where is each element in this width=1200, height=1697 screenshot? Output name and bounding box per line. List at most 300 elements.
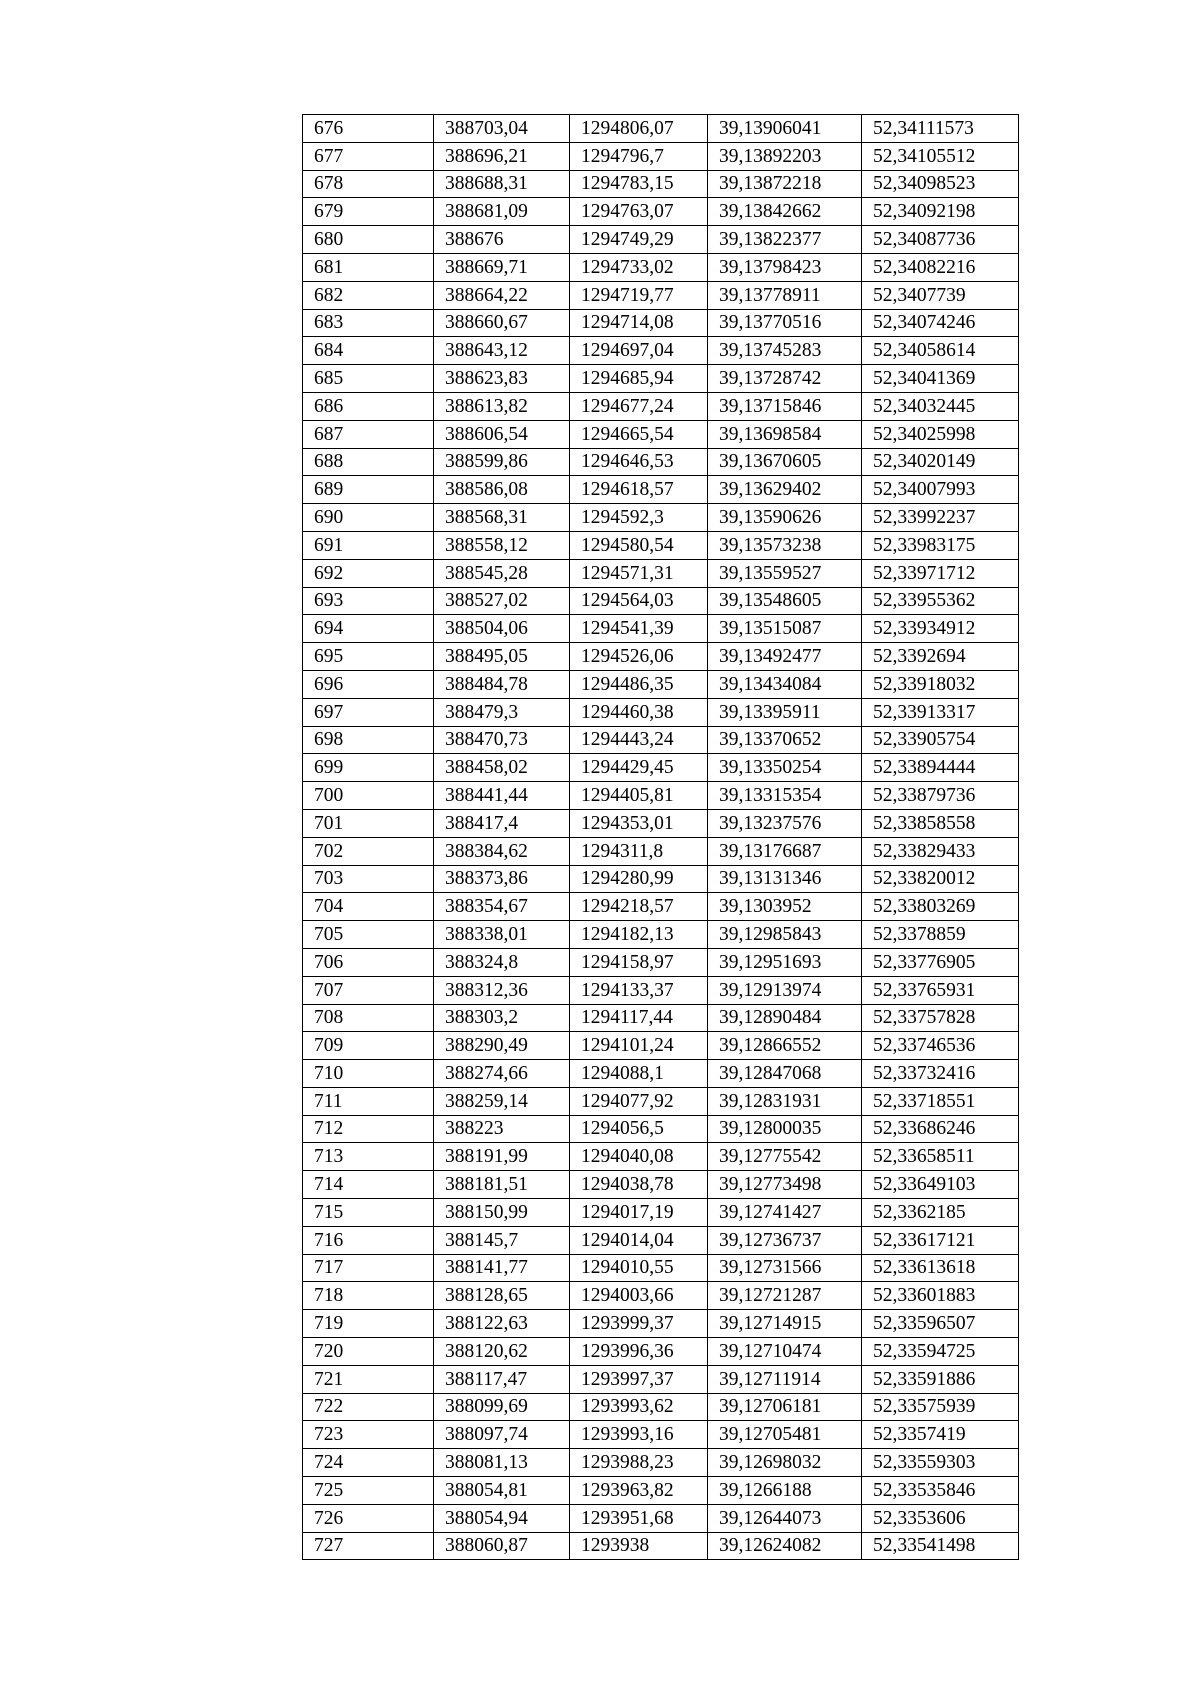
table-row <box>303 615 1019 643</box>
point-number-cell: 678 <box>303 170 434 198</box>
y-coordinate-cell: 1294040,08 <box>570 1143 708 1171</box>
longitude-cell: 39,12710474 <box>708 1338 862 1366</box>
x-coordinate-cell: 388458,02 <box>434 754 570 782</box>
longitude-cell: 39,12624082 <box>708 1532 862 1560</box>
point-number-cell: 676 <box>303 115 434 143</box>
x-coordinate-cell: 388223 <box>434 1115 570 1143</box>
x-coordinate-cell: 388117,47 <box>434 1365 570 1393</box>
table-row <box>303 1338 1019 1366</box>
longitude-cell: 39,1266188 <box>708 1477 862 1505</box>
longitude-cell: 39,13176687 <box>708 837 862 865</box>
longitude-cell: 39,12951693 <box>708 948 862 976</box>
table-row <box>303 1060 1019 1088</box>
table-row <box>303 1282 1019 1310</box>
latitude-cell: 52,33649103 <box>862 1171 1019 1199</box>
x-coordinate-cell: 388568,31 <box>434 504 570 532</box>
latitude-cell: 52,33934912 <box>862 615 1019 643</box>
y-coordinate-cell: 1294117,44 <box>570 1004 708 1032</box>
table-row <box>303 1115 1019 1143</box>
y-coordinate-cell: 1294697,04 <box>570 337 708 365</box>
longitude-cell: 39,12866552 <box>708 1032 862 1060</box>
table-row <box>303 531 1019 559</box>
point-number-cell: 701 <box>303 809 434 837</box>
longitude-cell: 39,12711914 <box>708 1365 862 1393</box>
x-coordinate-cell: 388495,05 <box>434 643 570 671</box>
point-number-cell: 706 <box>303 948 434 976</box>
x-coordinate-cell: 388558,12 <box>434 531 570 559</box>
latitude-cell: 52,33718551 <box>862 1087 1019 1115</box>
x-coordinate-cell: 388128,65 <box>434 1282 570 1310</box>
x-coordinate-cell: 388290,49 <box>434 1032 570 1060</box>
table-row <box>303 170 1019 198</box>
longitude-cell: 39,13906041 <box>708 115 862 143</box>
y-coordinate-cell: 1293996,36 <box>570 1338 708 1366</box>
x-coordinate-cell: 388681,09 <box>434 198 570 226</box>
point-number-cell: 714 <box>303 1171 434 1199</box>
y-coordinate-cell: 1294017,19 <box>570 1199 708 1227</box>
point-number-cell: 689 <box>303 476 434 504</box>
point-number-cell: 723 <box>303 1421 434 1449</box>
y-coordinate-cell: 1294353,01 <box>570 809 708 837</box>
point-number-cell: 709 <box>303 1032 434 1060</box>
latitude-cell: 52,34074246 <box>862 309 1019 337</box>
table-row <box>303 893 1019 921</box>
table-row <box>303 420 1019 448</box>
table-row <box>303 643 1019 671</box>
y-coordinate-cell: 1294218,57 <box>570 893 708 921</box>
y-coordinate-cell: 1294806,07 <box>570 115 708 143</box>
y-coordinate-cell: 1294592,3 <box>570 504 708 532</box>
x-coordinate-cell: 388259,14 <box>434 1087 570 1115</box>
x-coordinate-cell: 388141,77 <box>434 1254 570 1282</box>
y-coordinate-cell: 1294749,29 <box>570 226 708 254</box>
table-row <box>303 281 1019 309</box>
x-coordinate-cell: 388703,04 <box>434 115 570 143</box>
y-coordinate-cell: 1293951,68 <box>570 1504 708 1532</box>
x-coordinate-cell: 388643,12 <box>434 337 570 365</box>
x-coordinate-cell: 388696,21 <box>434 142 570 170</box>
y-coordinate-cell: 1294014,04 <box>570 1226 708 1254</box>
point-number-cell: 681 <box>303 253 434 281</box>
x-coordinate-cell: 388527,02 <box>434 587 570 615</box>
point-number-cell: 694 <box>303 615 434 643</box>
table-row <box>303 1310 1019 1338</box>
table-row <box>303 837 1019 865</box>
y-coordinate-cell: 1294158,97 <box>570 948 708 976</box>
latitude-cell: 52,3362185 <box>862 1199 1019 1227</box>
latitude-cell: 52,33879736 <box>862 782 1019 810</box>
x-coordinate-cell: 388120,62 <box>434 1338 570 1366</box>
table-row <box>303 1449 1019 1477</box>
y-coordinate-cell: 1294783,15 <box>570 170 708 198</box>
x-coordinate-cell: 388586,08 <box>434 476 570 504</box>
latitude-cell: 52,33905754 <box>862 726 1019 754</box>
longitude-cell: 39,12714915 <box>708 1310 862 1338</box>
point-number-cell: 725 <box>303 1477 434 1505</box>
longitude-cell: 39,13798423 <box>708 253 862 281</box>
latitude-cell: 52,33732416 <box>862 1060 1019 1088</box>
x-coordinate-cell: 388303,2 <box>434 1004 570 1032</box>
y-coordinate-cell: 1294677,24 <box>570 392 708 420</box>
latitude-cell: 52,33658511 <box>862 1143 1019 1171</box>
latitude-cell: 52,34007993 <box>862 476 1019 504</box>
table-row <box>303 142 1019 170</box>
table-row <box>303 337 1019 365</box>
longitude-cell: 39,13745283 <box>708 337 862 365</box>
y-coordinate-cell: 1294719,77 <box>570 281 708 309</box>
longitude-cell: 39,1303952 <box>708 893 862 921</box>
longitude-cell: 39,12913974 <box>708 976 862 1004</box>
table-row <box>303 1226 1019 1254</box>
longitude-cell: 39,13892203 <box>708 142 862 170</box>
latitude-cell: 52,33613618 <box>862 1254 1019 1282</box>
longitude-cell: 39,13434084 <box>708 670 862 698</box>
x-coordinate-cell: 388097,74 <box>434 1421 570 1449</box>
x-coordinate-cell: 388145,7 <box>434 1226 570 1254</box>
y-coordinate-cell: 1293938 <box>570 1532 708 1560</box>
y-coordinate-cell: 1294665,54 <box>570 420 708 448</box>
point-number-cell: 719 <box>303 1310 434 1338</box>
table-row <box>303 198 1019 226</box>
point-number-cell: 679 <box>303 198 434 226</box>
point-number-cell: 700 <box>303 782 434 810</box>
point-number-cell: 686 <box>303 392 434 420</box>
table-row <box>303 1532 1019 1560</box>
x-coordinate-cell: 388599,86 <box>434 448 570 476</box>
longitude-cell: 39,13590626 <box>708 504 862 532</box>
x-coordinate-cell: 388479,3 <box>434 698 570 726</box>
point-number-cell: 697 <box>303 698 434 726</box>
y-coordinate-cell: 1294733,02 <box>570 253 708 281</box>
latitude-cell: 52,33992237 <box>862 504 1019 532</box>
point-number-cell: 688 <box>303 448 434 476</box>
table-row <box>303 504 1019 532</box>
latitude-cell: 52,33918032 <box>862 670 1019 698</box>
x-coordinate-cell: 388060,87 <box>434 1532 570 1560</box>
latitude-cell: 52,33971712 <box>862 559 1019 587</box>
point-number-cell: 724 <box>303 1449 434 1477</box>
x-coordinate-cell: 388054,81 <box>434 1477 570 1505</box>
latitude-cell: 52,34041369 <box>862 365 1019 393</box>
longitude-cell: 39,12890484 <box>708 1004 862 1032</box>
x-coordinate-cell: 388081,13 <box>434 1449 570 1477</box>
longitude-cell: 39,13872218 <box>708 170 862 198</box>
latitude-cell: 52,34058614 <box>862 337 1019 365</box>
y-coordinate-cell: 1294526,06 <box>570 643 708 671</box>
latitude-cell: 52,34087736 <box>862 226 1019 254</box>
point-number-cell: 693 <box>303 587 434 615</box>
point-number-cell: 705 <box>303 921 434 949</box>
latitude-cell: 52,33757828 <box>862 1004 1019 1032</box>
longitude-cell: 39,13698584 <box>708 420 862 448</box>
point-number-cell: 713 <box>303 1143 434 1171</box>
x-coordinate-cell: 388354,67 <box>434 893 570 921</box>
latitude-cell: 52,3392694 <box>862 643 1019 671</box>
point-number-cell: 699 <box>303 754 434 782</box>
longitude-cell: 39,12847068 <box>708 1060 862 1088</box>
longitude-cell: 39,13350254 <box>708 754 862 782</box>
y-coordinate-cell: 1294003,66 <box>570 1282 708 1310</box>
table-row <box>303 309 1019 337</box>
table-row <box>303 976 1019 1004</box>
y-coordinate-cell: 1294580,54 <box>570 531 708 559</box>
latitude-cell: 52,33541498 <box>862 1532 1019 1560</box>
point-number-cell: 682 <box>303 281 434 309</box>
point-number-cell: 691 <box>303 531 434 559</box>
point-number-cell: 702 <box>303 837 434 865</box>
point-number-cell: 721 <box>303 1365 434 1393</box>
table-row <box>303 1143 1019 1171</box>
y-coordinate-cell: 1294541,39 <box>570 615 708 643</box>
longitude-cell: 39,13770516 <box>708 309 862 337</box>
y-coordinate-cell: 1293999,37 <box>570 1310 708 1338</box>
table-row <box>303 754 1019 782</box>
longitude-cell: 39,12721287 <box>708 1282 862 1310</box>
table-row <box>303 948 1019 976</box>
latitude-cell: 52,33894444 <box>862 754 1019 782</box>
longitude-cell: 39,13559527 <box>708 559 862 587</box>
table-row <box>303 726 1019 754</box>
latitude-cell: 52,33596507 <box>862 1310 1019 1338</box>
point-number-cell: 696 <box>303 670 434 698</box>
latitude-cell: 52,33776905 <box>862 948 1019 976</box>
coordinates-table <box>302 114 1019 1560</box>
longitude-cell: 39,13515087 <box>708 615 862 643</box>
x-coordinate-cell: 388150,99 <box>434 1199 570 1227</box>
latitude-cell: 52,34098523 <box>862 170 1019 198</box>
latitude-cell: 52,33765931 <box>862 976 1019 1004</box>
y-coordinate-cell: 1293997,37 <box>570 1365 708 1393</box>
latitude-cell: 52,33594725 <box>862 1338 1019 1366</box>
longitude-cell: 39,12775542 <box>708 1143 862 1171</box>
longitude-cell: 39,13778911 <box>708 281 862 309</box>
y-coordinate-cell: 1294443,24 <box>570 726 708 754</box>
y-coordinate-cell: 1294429,45 <box>570 754 708 782</box>
point-number-cell: 717 <box>303 1254 434 1282</box>
longitude-cell: 39,13131346 <box>708 865 862 893</box>
table-row <box>303 782 1019 810</box>
x-coordinate-cell: 388623,83 <box>434 365 570 393</box>
y-coordinate-cell: 1294101,24 <box>570 1032 708 1060</box>
longitude-cell: 39,12831931 <box>708 1087 862 1115</box>
x-coordinate-cell: 388613,82 <box>434 392 570 420</box>
x-coordinate-cell: 388660,67 <box>434 309 570 337</box>
point-number-cell: 704 <box>303 893 434 921</box>
latitude-cell: 52,34025998 <box>862 420 1019 448</box>
latitude-cell: 52,3407739 <box>862 281 1019 309</box>
point-number-cell: 726 <box>303 1504 434 1532</box>
table-row <box>303 1504 1019 1532</box>
x-coordinate-cell: 388099,69 <box>434 1393 570 1421</box>
table-row <box>303 1254 1019 1282</box>
longitude-cell: 39,13315354 <box>708 782 862 810</box>
coordinates-table-body <box>303 115 1019 1560</box>
y-coordinate-cell: 1294311,8 <box>570 837 708 865</box>
point-number-cell: 698 <box>303 726 434 754</box>
y-coordinate-cell: 1294796,7 <box>570 142 708 170</box>
longitude-cell: 39,12644073 <box>708 1504 862 1532</box>
y-coordinate-cell: 1294571,31 <box>570 559 708 587</box>
y-coordinate-cell: 1294133,37 <box>570 976 708 1004</box>
y-coordinate-cell: 1294714,08 <box>570 309 708 337</box>
x-coordinate-cell: 388664,22 <box>434 281 570 309</box>
table-row <box>303 1365 1019 1393</box>
table-row <box>303 476 1019 504</box>
x-coordinate-cell: 388441,44 <box>434 782 570 810</box>
y-coordinate-cell: 1293963,82 <box>570 1477 708 1505</box>
point-number-cell: 720 <box>303 1338 434 1366</box>
longitude-cell: 39,13492477 <box>708 643 862 671</box>
latitude-cell: 52,34020149 <box>862 448 1019 476</box>
table-row <box>303 809 1019 837</box>
longitude-cell: 39,13842662 <box>708 198 862 226</box>
longitude-cell: 39,13573238 <box>708 531 862 559</box>
longitude-cell: 39,13728742 <box>708 365 862 393</box>
latitude-cell: 52,3378859 <box>862 921 1019 949</box>
latitude-cell: 52,33575939 <box>862 1393 1019 1421</box>
latitude-cell: 52,33955362 <box>862 587 1019 615</box>
table-row <box>303 1199 1019 1227</box>
x-coordinate-cell: 388669,71 <box>434 253 570 281</box>
y-coordinate-cell: 1294460,38 <box>570 698 708 726</box>
point-number-cell: 677 <box>303 142 434 170</box>
latitude-cell: 52,33829433 <box>862 837 1019 865</box>
y-coordinate-cell: 1293993,16 <box>570 1421 708 1449</box>
table-row <box>303 865 1019 893</box>
latitude-cell: 52,33858558 <box>862 809 1019 837</box>
latitude-cell: 52,33535846 <box>862 1477 1019 1505</box>
latitude-cell: 52,33686246 <box>862 1115 1019 1143</box>
table-row <box>303 115 1019 143</box>
longitude-cell: 39,12698032 <box>708 1449 862 1477</box>
longitude-cell: 39,12705481 <box>708 1421 862 1449</box>
table-row <box>303 1393 1019 1421</box>
longitude-cell: 39,13548605 <box>708 587 862 615</box>
point-number-cell: 727 <box>303 1532 434 1560</box>
point-number-cell: 685 <box>303 365 434 393</box>
longitude-cell: 39,12800035 <box>708 1115 862 1143</box>
longitude-cell: 39,12773498 <box>708 1171 862 1199</box>
x-coordinate-cell: 388484,78 <box>434 670 570 698</box>
longitude-cell: 39,13395911 <box>708 698 862 726</box>
point-number-cell: 695 <box>303 643 434 671</box>
x-coordinate-cell: 388191,99 <box>434 1143 570 1171</box>
point-number-cell: 711 <box>303 1087 434 1115</box>
x-coordinate-cell: 388312,36 <box>434 976 570 1004</box>
latitude-cell: 52,33803269 <box>862 893 1019 921</box>
point-number-cell: 690 <box>303 504 434 532</box>
table-row <box>303 921 1019 949</box>
point-number-cell: 722 <box>303 1393 434 1421</box>
table-row <box>303 1477 1019 1505</box>
y-coordinate-cell: 1294280,99 <box>570 865 708 893</box>
longitude-cell: 39,12736737 <box>708 1226 862 1254</box>
latitude-cell: 52,34032445 <box>862 392 1019 420</box>
point-number-cell: 716 <box>303 1226 434 1254</box>
point-number-cell: 707 <box>303 976 434 1004</box>
table-row <box>303 1171 1019 1199</box>
longitude-cell: 39,12985843 <box>708 921 862 949</box>
x-coordinate-cell: 388688,31 <box>434 170 570 198</box>
longitude-cell: 39,12741427 <box>708 1199 862 1227</box>
longitude-cell: 39,13237576 <box>708 809 862 837</box>
y-coordinate-cell: 1294486,35 <box>570 670 708 698</box>
x-coordinate-cell: 388606,54 <box>434 420 570 448</box>
x-coordinate-cell: 388274,66 <box>434 1060 570 1088</box>
x-coordinate-cell: 388373,86 <box>434 865 570 893</box>
y-coordinate-cell: 1294564,03 <box>570 587 708 615</box>
latitude-cell: 52,34111573 <box>862 115 1019 143</box>
y-coordinate-cell: 1294077,92 <box>570 1087 708 1115</box>
x-coordinate-cell: 388122,63 <box>434 1310 570 1338</box>
point-number-cell: 684 <box>303 337 434 365</box>
point-number-cell: 680 <box>303 226 434 254</box>
table-row <box>303 1004 1019 1032</box>
x-coordinate-cell: 388324,8 <box>434 948 570 976</box>
point-number-cell: 718 <box>303 1282 434 1310</box>
x-coordinate-cell: 388054,94 <box>434 1504 570 1532</box>
latitude-cell: 52,34092198 <box>862 198 1019 226</box>
point-number-cell: 683 <box>303 309 434 337</box>
table-row <box>303 1032 1019 1060</box>
y-coordinate-cell: 1294618,57 <box>570 476 708 504</box>
y-coordinate-cell: 1293993,62 <box>570 1393 708 1421</box>
latitude-cell: 52,33913317 <box>862 698 1019 726</box>
longitude-cell: 39,13715846 <box>708 392 862 420</box>
y-coordinate-cell: 1294056,5 <box>570 1115 708 1143</box>
y-coordinate-cell: 1294088,1 <box>570 1060 708 1088</box>
y-coordinate-cell: 1294182,13 <box>570 921 708 949</box>
table-row <box>303 1087 1019 1115</box>
latitude-cell: 52,33591886 <box>862 1365 1019 1393</box>
point-number-cell: 703 <box>303 865 434 893</box>
x-coordinate-cell: 388545,28 <box>434 559 570 587</box>
point-number-cell: 687 <box>303 420 434 448</box>
latitude-cell: 52,33601883 <box>862 1282 1019 1310</box>
table-row <box>303 392 1019 420</box>
table-row <box>303 1421 1019 1449</box>
table-row <box>303 226 1019 254</box>
latitude-cell: 52,33983175 <box>862 531 1019 559</box>
x-coordinate-cell: 388504,06 <box>434 615 570 643</box>
latitude-cell: 52,3353606 <box>862 1504 1019 1532</box>
x-coordinate-cell: 388384,62 <box>434 837 570 865</box>
point-number-cell: 712 <box>303 1115 434 1143</box>
longitude-cell: 39,13670605 <box>708 448 862 476</box>
latitude-cell: 52,34105512 <box>862 142 1019 170</box>
table-row <box>303 365 1019 393</box>
table-row <box>303 253 1019 281</box>
table-row <box>303 559 1019 587</box>
y-coordinate-cell: 1294010,55 <box>570 1254 708 1282</box>
latitude-cell: 52,3357419 <box>862 1421 1019 1449</box>
latitude-cell: 52,33617121 <box>862 1226 1019 1254</box>
table-row <box>303 587 1019 615</box>
point-number-cell: 708 <box>303 1004 434 1032</box>
point-number-cell: 715 <box>303 1199 434 1227</box>
x-coordinate-cell: 388470,73 <box>434 726 570 754</box>
y-coordinate-cell: 1294763,07 <box>570 198 708 226</box>
latitude-cell: 52,33820012 <box>862 865 1019 893</box>
y-coordinate-cell: 1294646,53 <box>570 448 708 476</box>
y-coordinate-cell: 1294685,94 <box>570 365 708 393</box>
latitude-cell: 52,34082216 <box>862 253 1019 281</box>
longitude-cell: 39,13629402 <box>708 476 862 504</box>
table-row <box>303 670 1019 698</box>
latitude-cell: 52,33746536 <box>862 1032 1019 1060</box>
table-row <box>303 448 1019 476</box>
x-coordinate-cell: 388417,4 <box>434 809 570 837</box>
